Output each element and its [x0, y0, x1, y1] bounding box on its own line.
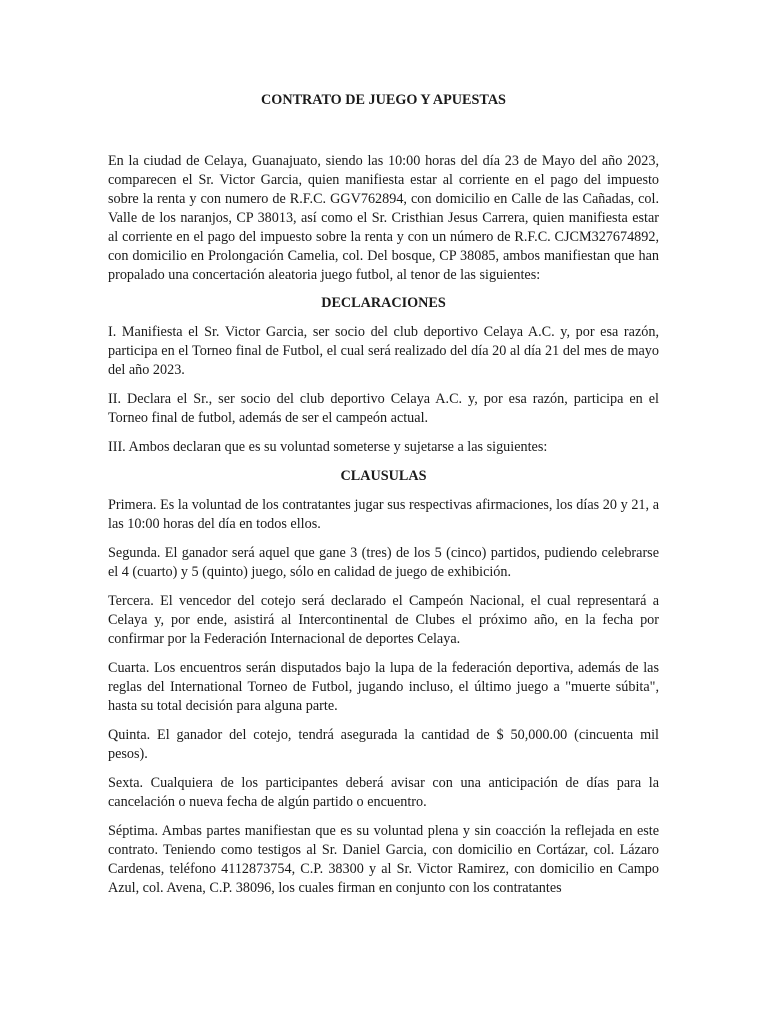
clausula-paragraph: Séptima. Ambas partes manifiestan que es su voluntad plena y sin coacción la reflejada en este contrato. Teniendo como testigos al Sr. Daniel Garcia, con domicilio en Cortázar, col. Lázaro Cardenas, teléfono 4112873754, C.P. 38300 y al Sr. Victor Ramirez, con domicilio en Campo Azul, col. Avena, C.P. 38096, los cuales firman en conjunto con los contratantes [108, 823, 659, 896]
clausula-paragraph: Sexta. Cualquiera de los participantes deberá avisar con una anticipación de días para la cancelación o nueva fecha de algún partido o encuentro. [108, 775, 659, 810]
intro-paragraph: En la ciudad de Celaya, Guanajuato, siendo las 10:00 horas del día 23 de Mayo del año 2023, comparecen el Sr. Victor Garcia, quien manifiesta estar al corriente en el pago del impuesto sobre la renta y con numero de R.F.C. GGV762894, con domicilio en Calle de las Cañadas, col. Valle de los naranjos, CP 38013, así como el Sr. Cristhian Jesus Carrera, quien manifiesta estar al corriente en el pago del impuesto sobre la renta y con un número de R.F.C. CJCM327674892, con domicilio en Prolongación Camelia, col. Del bosque, CP 38085, ambos manifiestan que han propalado una concertación aleatoria juego futbol, al tenor de las siguientes: [108, 153, 659, 283]
declaracion-paragraph: II. Declara el Sr., ser socio del club deportivo Celaya A.C. y, por esa razón, participa en el Torneo final de futbol, además de ser el campeón actual. [108, 391, 659, 426]
clausula-paragraph: Quinta. El ganador del cotejo, tendrá asegurada la cantidad de $ 50,000.00 (cincuenta mil pesos). [108, 727, 659, 762]
clausula-paragraph: Cuarta. Los encuentros serán disputados bajo la lupa de la federación deportiva, además de las reglas del International Torneo de Futbol, jugando incluso, el último juego a "muerte súbita", hasta su total decisión para alguna parte. [108, 660, 659, 714]
declaracion-paragraph: III. Ambos declaran que es su voluntad someterse y sujetarse a las siguientes: [108, 439, 548, 455]
declaraciones-heading: DECLARACIONES [321, 295, 446, 311]
clausula-paragraph: Segunda. El ganador será aquel que gane 3 (tres) de los 5 (cinco) partidos, pudiendo celebrarse el 4 (cuarto) y 5 (quinto) juego, sólo en calidad de juego de exhibición. [108, 545, 659, 580]
declaracion-paragraph: I. Manifiesta el Sr. Victor Garcia, ser socio del club deportivo Celaya A.C. y, por esa razón, participa en el Torneo final de Futbol, el cual será realizado del día 20 al día 21 del mes de mayo del año 2023. [108, 324, 659, 378]
clausulas-heading: CLAUSULAS [340, 468, 427, 484]
clausula-paragraph: Primera. Es la voluntad de los contratantes jugar sus respectivas afirmaciones, los días 20 y 21, a las 10:00 horas del día en todos ellos. [108, 497, 659, 532]
document-title: CONTRATO DE JUEGO Y APUESTAS [261, 92, 506, 108]
document-body [108, 91, 659, 908]
clausula-paragraph: Tercera. El vencedor del cotejo será declarado el Campeón Nacional, el cual representará a Celaya y, por ende, asistirá al Intercontinental de Clubes el próximo año, en la fecha por confirmar por la Federación Internacional de deportes Celaya. [108, 593, 659, 647]
